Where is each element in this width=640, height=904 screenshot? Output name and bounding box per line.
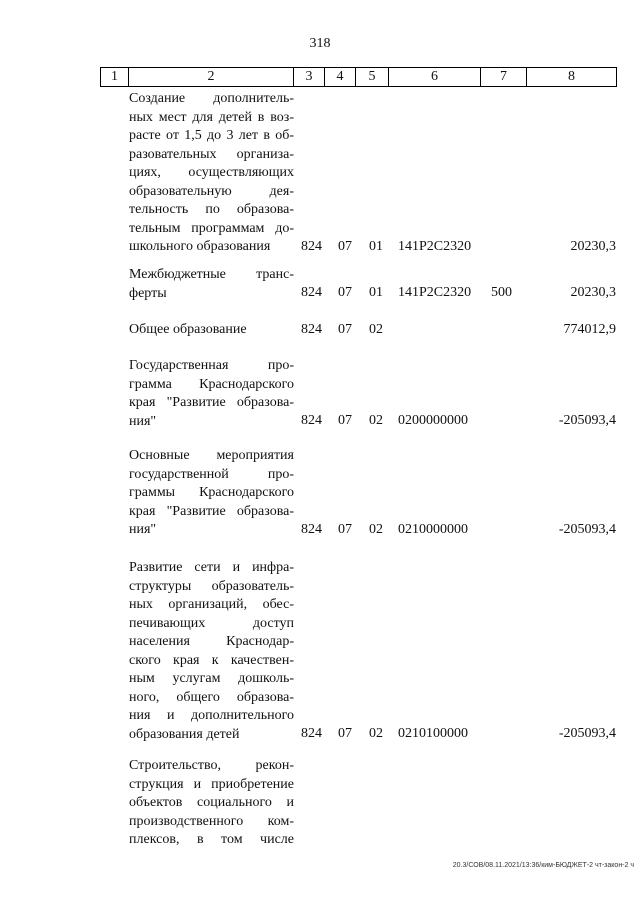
cell-target-article: 141P2C2320 — [398, 285, 472, 300]
cell-ministry-code: 824 — [301, 239, 322, 254]
page-number: 318 — [309, 36, 331, 51]
name-line: тельным программам до- — [129, 220, 294, 236]
table-header-row — [100, 67, 617, 87]
name-line: ского края к качествен- — [129, 652, 294, 668]
row-name — [129, 447, 294, 540]
name-line: ных мест для детей в воз- — [129, 109, 294, 125]
row-name — [129, 321, 294, 340]
name-line: ния" — [129, 413, 157, 429]
cell-subsection: 02 — [369, 726, 383, 741]
cell-section: 07 — [338, 726, 352, 741]
name-line: производственного ком- — [129, 813, 294, 829]
row-name — [129, 559, 294, 744]
cell-expense-type: 500 — [491, 285, 512, 300]
name-line: ным услугам дошколь- — [129, 671, 294, 686]
header-col-1: 1 — [111, 69, 118, 84]
cell-target-article: 0210000000 — [398, 522, 468, 537]
name-line: края "Развитие образова- — [129, 395, 294, 410]
cell-ministry-code: 824 — [301, 322, 322, 337]
name-line: Создание дополнитель- — [129, 91, 294, 106]
name-line: ния" — [129, 522, 157, 537]
name-line: Основные мероприятия — [129, 448, 294, 463]
cell-section: 07 — [338, 285, 352, 300]
name-line: ния и дополнительного — [129, 708, 294, 723]
name-line: граммы Краснодарского — [129, 485, 294, 500]
name-line: циях, осуществляющих — [129, 165, 294, 180]
name-line: ферты — [129, 285, 167, 301]
cell-amount: 20230,3 — [570, 285, 616, 300]
header-col-7: 7 — [500, 69, 507, 84]
name-line: населения Краснодар- — [129, 634, 294, 649]
cell-ministry-code: 824 — [301, 522, 322, 537]
cell-amount: -205093,4 — [558, 413, 616, 428]
name-line: струкция и приобретение — [129, 776, 294, 792]
name-line: тельность по образова- — [129, 202, 294, 217]
cell-amount: -205093,4 — [558, 726, 616, 741]
cell-target-article: 0200000000 — [398, 413, 468, 428]
document-footer: 20.3/СОВ/08.11.2021/13:36/ким-БЮДЖЕТ-2 чт-закон-2 ч — [452, 862, 634, 869]
cell-section: 07 — [338, 413, 352, 428]
header-col-2: 2 — [207, 69, 215, 84]
header-col-6: 6 — [431, 69, 438, 84]
cell-section: 07 — [338, 322, 352, 337]
cell-amount: 20230,3 — [570, 239, 616, 254]
name-line: объектов социального и — [129, 795, 294, 810]
name-line: Межбюджетные транс- — [129, 267, 294, 282]
name-line: ных организаций, обес- — [129, 597, 294, 612]
header-col-8: 8 — [568, 69, 575, 84]
cell-section: 07 — [338, 239, 352, 254]
name-line: образования детей — [129, 726, 240, 742]
row-name — [129, 90, 294, 257]
name-line: Общее образование — [129, 322, 247, 337]
cell-subsection: 02 — [369, 413, 383, 428]
name-line: Строительство, рекон- — [129, 758, 294, 773]
name-line: школьного образования — [129, 239, 271, 254]
cell-ministry-code: 824 — [301, 726, 322, 741]
cell-ministry-code: 824 — [301, 285, 322, 300]
name-line: Государственная про- — [129, 358, 294, 373]
cell-subsection: 01 — [369, 239, 383, 254]
name-line: грамма Краснодарского — [129, 376, 294, 392]
name-line: ного, общего образова- — [129, 689, 294, 705]
name-line: края "Развитие образова- — [129, 503, 294, 519]
name-line: структуры образователь- — [129, 578, 294, 594]
cell-section: 07 — [338, 522, 352, 537]
cell-subsection: 01 — [369, 285, 383, 300]
name-line: Развитие сети и инфра- — [129, 560, 294, 575]
cell-subsection: 02 — [369, 322, 383, 337]
name-line: печивающих доступ — [129, 615, 294, 631]
header-col-5: 5 — [368, 69, 376, 84]
name-line: плексов, в том числе — [129, 832, 294, 847]
cell-target-article: 141P2C2320 — [398, 239, 472, 254]
name-line: разовательных организа- — [129, 146, 294, 162]
cell-ministry-code: 824 — [301, 413, 322, 428]
row-name — [129, 757, 294, 850]
name-line: образовательную дея- — [129, 183, 294, 199]
cell-amount: 774012,9 — [563, 322, 616, 337]
row-name — [129, 266, 294, 303]
cell-target-article: 0210100000 — [398, 726, 468, 741]
cell-subsection: 02 — [369, 522, 383, 537]
cell-amount: -205093,4 — [558, 522, 616, 537]
row-name — [129, 357, 294, 431]
name-line: государственной про- — [129, 466, 294, 482]
name-line: расте от 1,5 до 3 лет в об- — [129, 128, 294, 143]
header-col-4: 4 — [336, 69, 344, 84]
header-col-3: 3 — [305, 69, 313, 84]
